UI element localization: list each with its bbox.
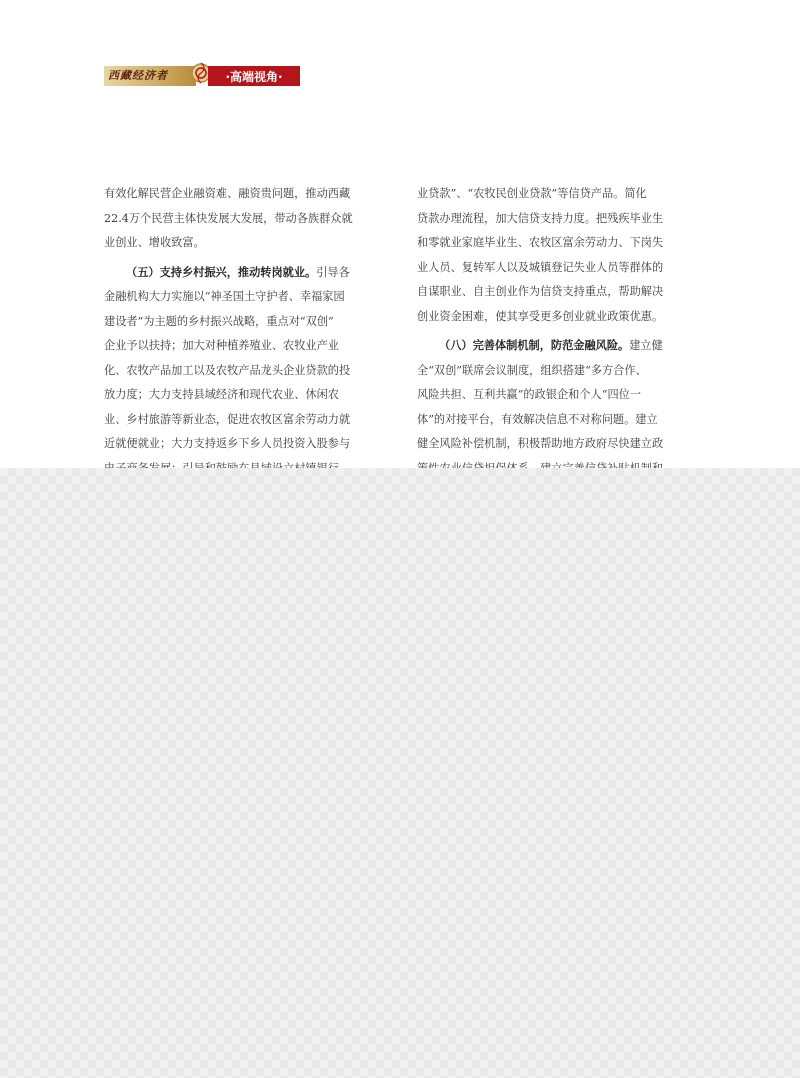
paragraph [417, 182, 685, 329]
section-banner [104, 60, 300, 88]
section-label-banner [208, 66, 300, 86]
text-line: 贷款办理流程，加大信贷支持力度。把残疾毕业生 [417, 211, 664, 225]
section-heading: （五）支持乡村振兴，推动转岗就业。 [126, 264, 317, 279]
text-line: 自谋职业、自主创业作为信贷支持重点，帮助解决 [417, 285, 664, 298]
text-run: 引导各 [316, 265, 350, 279]
text-line: 全“双创”联席会议制度，组织搭建“多方合作、 [417, 363, 647, 377]
section-heading: （八）完善体制机制，防范金融风险。 [439, 338, 630, 352]
text-line: 企业予以扶持；加大对种植养殖业、农牧业产业 [104, 339, 339, 352]
unloaded-page-area [0, 468, 800, 1078]
text-line: 体”的对接平台，有效解决信息不对称问题。建立 [417, 412, 658, 426]
text-line: 建设者”为主题的乡村振兴战略，重点对“双创” [104, 314, 334, 328]
paragraph [104, 182, 372, 256]
magazine-logo-banner [104, 66, 196, 86]
magazine-logo-text: 西藏经济者 [108, 69, 168, 82]
text-line: 22.4万个民营主体快发展大发展，带动各族群众就 [104, 211, 353, 225]
text-run: 建立健 [629, 339, 663, 352]
text-line: 金融机构大力实施以“神圣国土守护者、幸福家园 [104, 290, 345, 303]
text-line: 业贷款”、“农牧民创业贷款”等信贷产品。简化 [417, 187, 647, 200]
text-line: 业创业、增收致富。 [104, 236, 205, 249]
text-line: 风险共担、互利共赢”的政银企和个人“四位一 [417, 388, 642, 401]
text-line: 创业资金困难，使其享受更多创业就业政策优惠。 [417, 309, 664, 323]
text-line: 近就便就业；大力支持返乡下乡人员投资入股参与 [104, 437, 351, 450]
text-line [104, 260, 372, 286]
text-line: 放力度；大力支持县域经济和现代农业、休闲农 [104, 388, 339, 401]
text-line: 有效化解民营企业融资难、融资贵问题，推动西藏 [104, 187, 351, 200]
text-line: 健全风险补偿机制，积极帮助地方政府尽快建立政 [417, 437, 664, 450]
text-line: 化、农牧产品加工以及农牧产品龙头企业贷款的投 [104, 363, 351, 377]
text-line [417, 333, 685, 359]
section-label-text: ·高端视角· [225, 70, 283, 84]
text-line: 和零就业家庭毕业生、农牧区富余劳动力、下岗失 [417, 236, 664, 249]
text-line: 业、乡村旅游等新业态，促进农牧区富余劳动力就 [104, 412, 351, 426]
text-line: 业人员、复转军人以及城镇登记失业人员等群体的 [417, 260, 664, 274]
